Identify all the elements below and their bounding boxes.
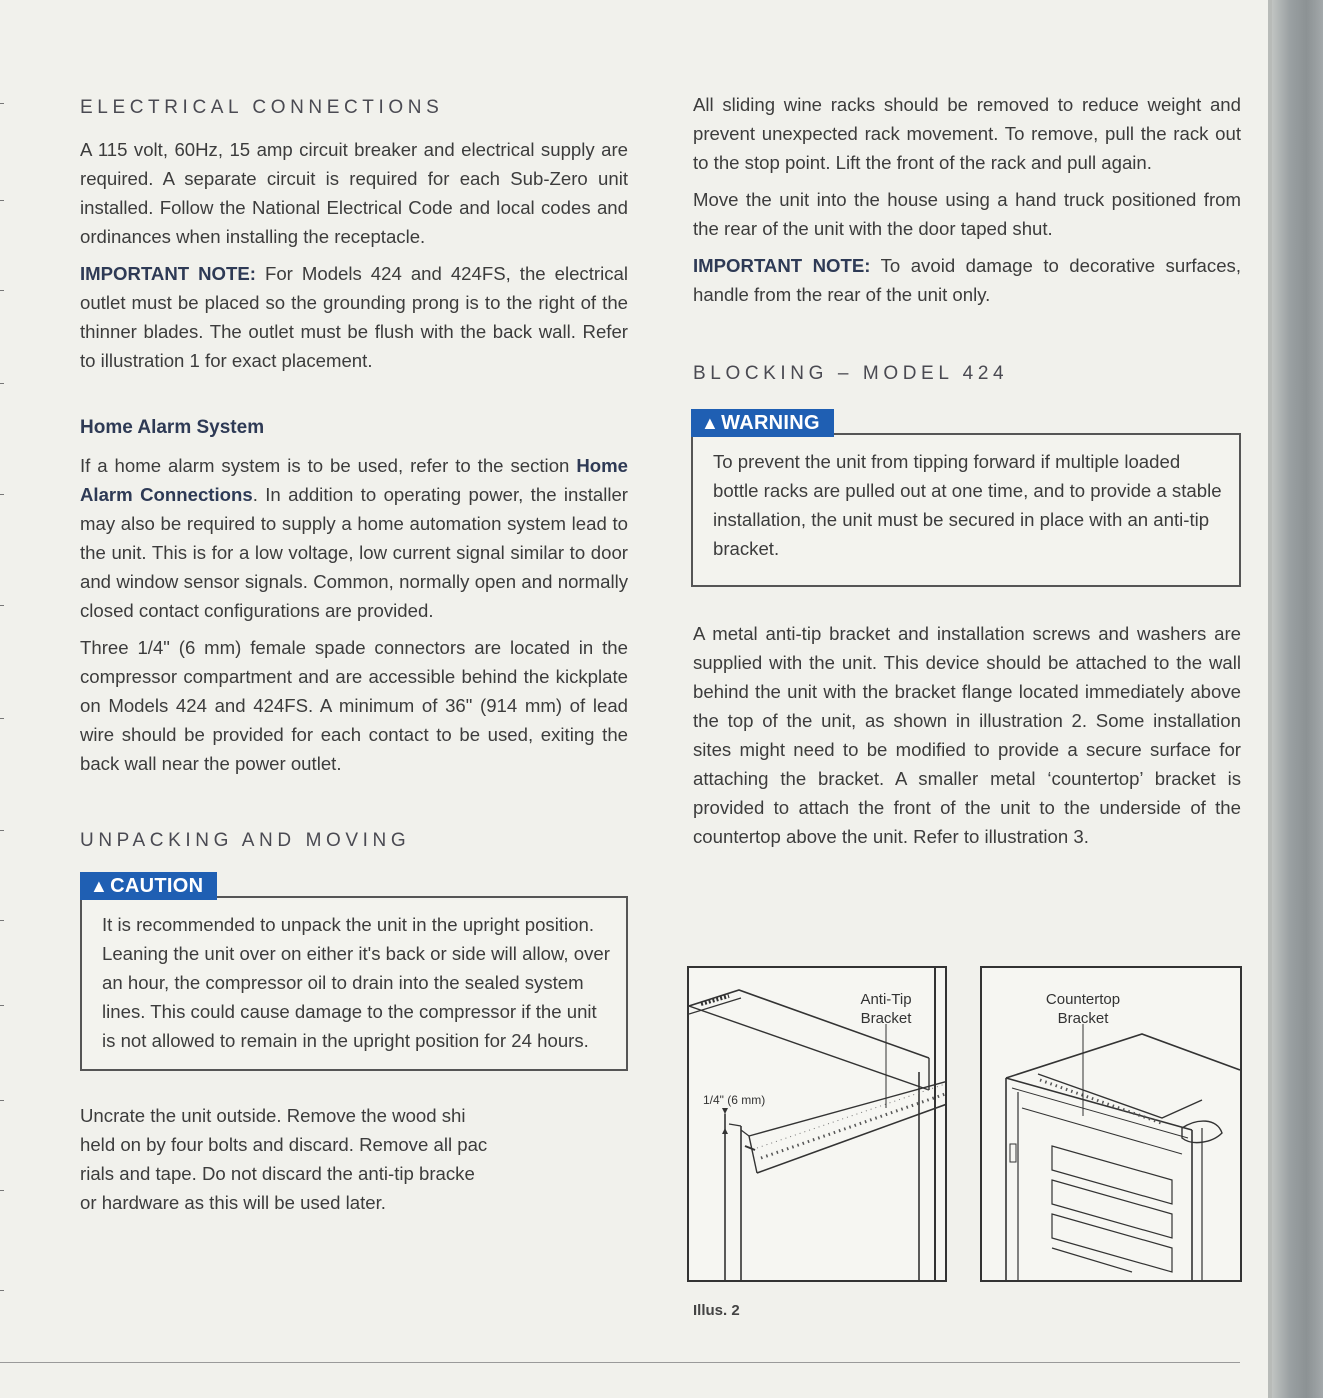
warning-label: WARNING (721, 412, 820, 434)
blocking-heading: BLOCKING – MODEL 424 (693, 363, 1009, 384)
unpacking-heading: UNPACKING AND MOVING (80, 830, 411, 851)
electrical-connections-heading: ELECTRICAL CONNECTIONS (80, 97, 444, 118)
spade-connectors-paragraph: Three 1/4" (6 mm) female spade connectors are located in the compressor compartment and are accessible behind the kickplate on Models 424 and 424FS. A minimum of 36" (914 mm) of lead wire should be provided for each contact to be used, exiting the back wall near the power outlet. (80, 637, 628, 774)
caution-badge (80, 872, 217, 900)
margin-tick (0, 1005, 4, 1006)
anti-tip-illustration (687, 966, 947, 1282)
warning-box (691, 433, 1241, 587)
left-column (80, 95, 628, 1217)
margin-tick (0, 494, 4, 495)
electrical-paragraph: A 115 volt, 60Hz, 15 amp circuit breaker and electrical supply are required. A separate circuit is required for each Sub-Zero unit installed. Follow the National Electrical Code and local codes and ordinances when installing the receptacle. (80, 139, 628, 247)
wine-racks-paragraph: All sliding wine racks should be removed to reduce weight and prevent unexpected rack movement. To remove, pull the rack out to the stop point. Lift the front of the rack and pull again. (693, 94, 1241, 173)
margin-tick (0, 1100, 4, 1101)
margin-tick (0, 103, 4, 104)
alarm-connections-ref: Home Alarm Connections (80, 455, 628, 505)
anti-tip-bracket-paragraph: A metal anti-tip bracket and installation screws and washers are supplied with the unit. This device should be attached to the wall behind the unit with the bracket flange located immediately above the top of the unit, as shown in illustration 2. Some installation sites might need to be modified to provide a secure surface for attaching the bracket. A smaller metal ‘countertop’ bracket is provided to attach the front of the unit to the underside of the countertop above the unit. Refer to illustration 3. (693, 623, 1241, 847)
margin-tick (0, 718, 4, 719)
warning-text: To prevent the unit from tipping forward if multiple loaded bottle racks are pulled out at one time, and to provide a stable installation, the unit must be secured in place with an anti-tip bracket. (713, 451, 1222, 559)
caution-box (80, 896, 628, 1071)
move-important-note (693, 251, 1241, 309)
margin-tick (0, 830, 4, 831)
warning-triangle-icon: ▲ (701, 413, 720, 433)
margin-tick (0, 605, 4, 606)
uncrate-paragraph (80, 1101, 540, 1217)
page-edge-shadow (1268, 0, 1323, 1398)
move-note-text: To avoid damage to decorative surfaces, handle from the rear of the unit only. (693, 255, 1241, 305)
uncrate-line: held on by four bolts and discard. Remove all pac (80, 1134, 488, 1155)
electrical-note-text: For Models 424 and 424FS, the electrical outlet must be placed so the grounding prong is to the right of the thinner blades. The outlet must be flush with the back wall. Refer to illustration 1 for exact placement. (80, 263, 628, 371)
anti-tip-label-line1: Anti-Tip (860, 991, 912, 1008)
alarm-text-a: If a home alarm system is to be used, refer to the section (80, 455, 570, 476)
warning-badge (691, 409, 834, 437)
margin-tick (0, 1190, 4, 1191)
countertop-drawing (982, 968, 1240, 1280)
electrical-important-note (80, 259, 628, 375)
margin-tick (0, 290, 4, 291)
countertop-label-line2: Bracket (1057, 1010, 1109, 1027)
gap-measure-label: 1/4" (6 mm) (703, 1093, 766, 1107)
home-alarm-heading: Home Alarm System (80, 417, 265, 438)
bottom-rule (0, 1362, 1240, 1363)
uncrate-line: rials and tape. Do not discard the anti-tip bracke (80, 1163, 475, 1184)
margin-tick (0, 920, 4, 921)
important-note-label: IMPORTANT NOTE: (693, 255, 871, 276)
caution-text: It is recommended to unpack the unit in the upright position. Leaning the unit over on either it's back or side will allow, over an hour, the compressor oil to drain into the sealed system lines. This could cause damage to the compressor if the unit is not allowed to remain in the upright position for 24 hours. (102, 914, 610, 1051)
margin-tick (0, 200, 4, 201)
warning-triangle-icon: ▲ (90, 876, 109, 896)
uncrate-line: or hardware as this will be used later. (80, 1192, 386, 1213)
illustration-caption: Illus. 2 (693, 1302, 740, 1319)
right-column (693, 90, 1241, 851)
alarm-text-b: . In addition to operating power, the installer may also be required to supply a home automation system lead to the unit. This is for a low voltage, low current signal similar to door and window sensor signals. Common, normally open and normally closed contact configurations are provided. (80, 484, 628, 621)
countertop-illustration (980, 966, 1242, 1282)
uncrate-line: Uncrate the unit outside. Remove the wood shi (80, 1105, 466, 1126)
important-note-label: IMPORTANT NOTE: (80, 263, 256, 284)
anti-tip-label-line2: Bracket (860, 1010, 912, 1027)
anti-tip-drawing (689, 968, 945, 1280)
countertop-label-line1: Countertop (1045, 991, 1121, 1008)
margin-tick (0, 1290, 4, 1291)
move-unit-paragraph: Move the unit into the house using a hand truck positioned from the rear of the unit with the door taped shut. (693, 189, 1241, 239)
alarm-paragraph (80, 451, 628, 625)
caution-label: CAUTION (110, 875, 204, 897)
margin-tick (0, 383, 4, 384)
